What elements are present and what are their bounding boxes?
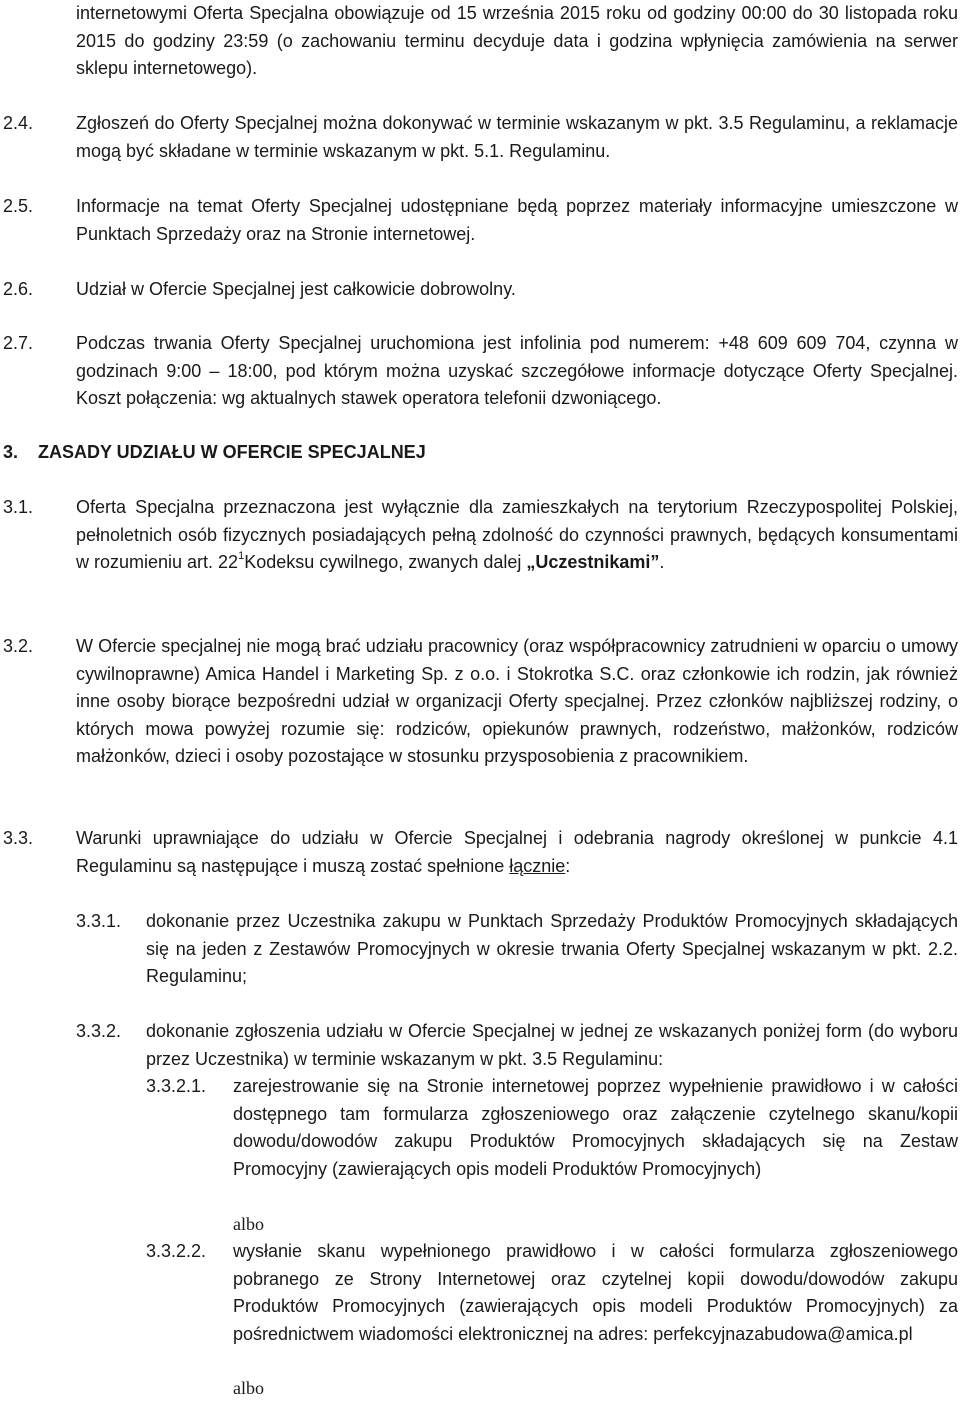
section-heading: ZASADY UDZIAŁU W OFERCIE SPECJALNEJ bbox=[38, 442, 426, 462]
section-2-4-text: Zgłoszeń do Oferty Specjalnej można dokonywać w terminie wskazanym w pkt. 3.5 Regulaminu, a reklamacje mogą być składane w terminie wskazanym w pkt. 5.1. Regulaminu. bbox=[76, 113, 958, 161]
albo-connector: albo bbox=[233, 1378, 264, 1398]
section-number: 2.6. bbox=[3, 279, 34, 299]
underlined-word: łącznie bbox=[509, 855, 566, 876]
section-3-3-2-1-text: zarejestrowanie się na Stronie internetowej poprzez wypełnienie prawidłowo i w całości dostępnego tam formularza zgłoszeniowego oraz załączenie czytelnego skanu/kopii dowodu/dowodów zakupu Produktów Promocyjnych składających się na Zestaw Promocyjny (zawierających opis modeli Produktów Promocyjnych) bbox=[233, 1076, 958, 1179]
section-number: 3.3.2. bbox=[76, 1021, 122, 1041]
section-3-1-text-c: . bbox=[659, 552, 665, 573]
section-3-3-text bbox=[76, 825, 958, 880]
section-3-3-2-text: dokonanie zgłoszenia udziału w Ofercie Specjalnej w jednej ze wskazanych poniżej form (do wyboru przez Uczestnika) w terminie wskazanym w pkt. 3.5 Regulaminu: bbox=[146, 1021, 958, 1069]
section-2-7-text: Podczas trwania Oferty Specjalnej uruchomiona jest infolinia pod numerem: +48 609 609 704, czynna w godzinach 9:00 – 18:00, pod którym można uzyskać szczegółowe informacje dotyczące Oferty Specjalnej. Koszt połączenia: wg aktualnych stawek operatora telefonii dzwoniącego. bbox=[76, 333, 958, 409]
albo-connector: albo bbox=[233, 1214, 264, 1234]
section-3-1-text-a: Oferta Specjalna przeznaczona jest wyłącznie dla zamieszkałych na terytorium Rzeczypospolitej Polskiej, pełnoletnich osób fizycznych posiadających pełną zdolność do czynności prawnych, będących konsumentami w rozumieniu art. 22 bbox=[76, 497, 958, 573]
section-number: 2.5. bbox=[3, 196, 34, 216]
section-number: 3. bbox=[3, 442, 19, 462]
section-2-5-text: Informacje na temat Oferty Specjalnej udostępniane będą poprzez materiały informacyjne umieszczone w Punktach Sprzedaży oraz na Stronie internetowej. bbox=[76, 196, 958, 244]
section-number: 3.3. bbox=[3, 828, 34, 848]
section-number: 2.4. bbox=[3, 113, 34, 133]
section-number: 3.2. bbox=[3, 636, 34, 656]
section-3-1-text bbox=[76, 494, 958, 577]
section-3-3-text-b: : bbox=[565, 855, 571, 876]
defined-term: „Uczestnikami” bbox=[526, 552, 660, 573]
section-3-3-2-2-text: wysłanie skanu wypełnionego prawidłowo i w całości formularza zgłoszeniowego pobranego ze Strony Internetowej oraz czytelnej kopii dowodu/dowodów zakupu Produktów Promocyjnych (zawierających opis modeli Produktów Promocyjnych) za pośrednictwem wiadomości elektronicznej na adres: perfekcyjnazabudowa@amica.pl bbox=[233, 1241, 958, 1344]
section-3-3-1-text: dokonanie przez Uczestnika zakupu w Punktach Sprzedaży Produktów Promocyjnych składających się na jeden z Zestawów Promocyjnych w okresie trwania Oferty Specjalnej wskazanym w pkt. 2.2. Regulaminu; bbox=[146, 911, 958, 987]
section-number: 2.7. bbox=[3, 333, 34, 353]
section-number: 3.3.2.1. bbox=[146, 1076, 207, 1096]
section-number: 3.3.1. bbox=[76, 911, 122, 931]
section-3-1-text-b: Kodeksu cywilnego, zwanych dalej bbox=[244, 552, 527, 573]
footnote-marker: 1 bbox=[238, 550, 245, 563]
section-3-3-text-a: Warunki uprawniające do udziału w Ofercie Specjalnej i odebrania nagrody określonej w punkcie 4.1 Regulaminu są następujące i muszą zostać spełnione bbox=[76, 828, 958, 876]
section-2-6-text: Udział w Ofercie Specjalnej jest całkowicie dobrowolny. bbox=[76, 279, 516, 299]
section-number: 3.1. bbox=[3, 497, 34, 517]
intro-paragraph: internetowymi Oferta Specjalna obowiązuje od 15 września 2015 roku od godziny 00:00 do 30 listopada roku 2015 do godziny 23:59 (o zachowaniu terminu decyduje data i godzina wpłynięcia zamówienia na serwer sklepu internetowego). bbox=[76, 3, 958, 79]
section-3-2-text: W Ofercie specjalnej nie mogą brać udziału pracownicy (oraz współpracownicy zatrudnieni w oparciu o umowy cywilnoprawne) Amica Handel i Marketing Sp. z o.o. i Stokrotka S.C. oraz członkowie ich rodzin, jak również inne osoby biorące bezpośredni udział w organizacji Oferty specjalnej. Przez członków najbliższej rodziny, o których mowa powyżej rozumie się: rodziców, opiekunów prawnych, rodzeństwo, małżonków, rodziców małżonków, dzieci i osoby pozostające w stosunku przysposobienia z pracownikiem. bbox=[76, 636, 958, 767]
section-number: 3.3.2.2. bbox=[146, 1241, 207, 1261]
